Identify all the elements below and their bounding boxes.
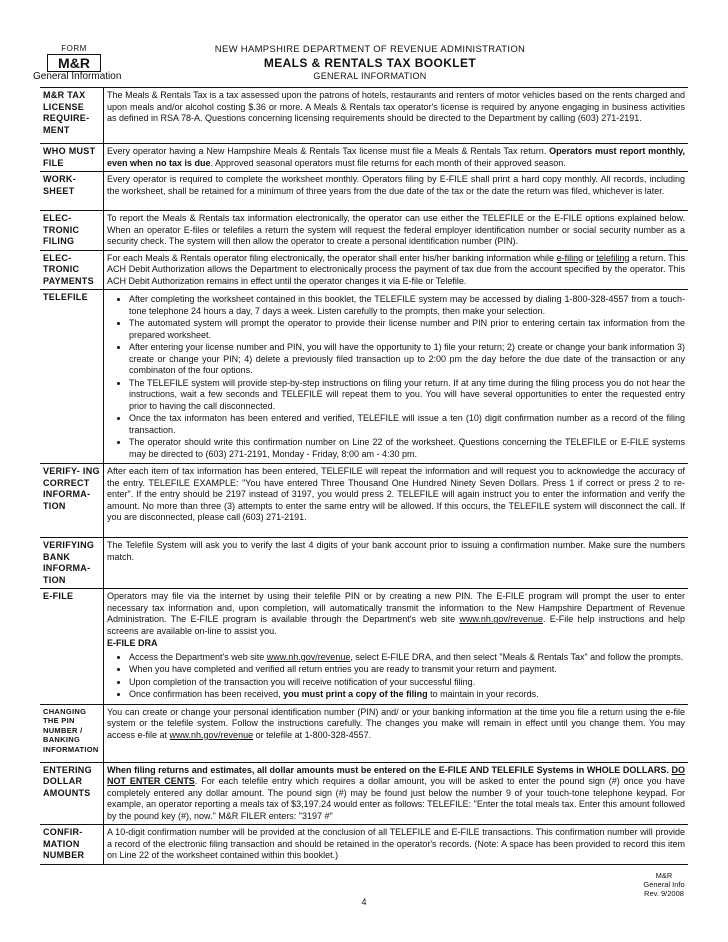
bold-text: When filing returns and estimates, all dollar amounts must be entered on the E-FILE AND TELEFILE Systems in WHOLE DOLLARS. — [107, 764, 669, 775]
efile-dra-heading: E-FILE DRA — [107, 638, 158, 648]
website-link[interactable]: www.nh.gov/revenue — [459, 614, 543, 624]
section-label: M&R TAX LICENSE REQUIRE- MENT — [40, 88, 104, 144]
section-text — [104, 704, 689, 762]
section-electronic-filing — [40, 211, 688, 251]
page-header — [190, 44, 550, 81]
section-text: To report the Meals & Rentals tax information electronically, the operator can use either the TELEFILE or the E-FILE options explained below. When an operator E-files or telefiles a return the system will request the federal employer identification number or social security number as a security check. The system will then allow the operator to create a personal identification number (PIN). — [104, 211, 689, 251]
section-label: ENTERING DOLLAR AMOUNTS — [40, 762, 104, 825]
efiling-term: e-filing — [556, 252, 584, 263]
section-who-must-file — [40, 144, 688, 172]
bold-underlined-text: DO NOT ENTER CENTS — [107, 764, 685, 786]
section-license — [40, 88, 688, 144]
efile-bullets — [107, 652, 685, 701]
text-part: Access the Department's web site — [129, 651, 267, 662]
text-part: Every operator having a New Hampshire Meals & Rentals Tax license must file a Meals & Rentals Tax return. — [107, 146, 550, 156]
text-part: You can create or change your personal identification number (PIN) and/ or your banking information at the time you file a return using the e-file system or the telefile system. Follow the instructions carefully. The changes you make will remain in effect until you change them. You may access e-file at — [107, 706, 685, 740]
text-part: or telefile at 1-800-328-4557. — [253, 729, 372, 740]
form-label: FORM — [61, 44, 87, 53]
booklet-title: MEALS & RENTALS TAX BOOKLET — [263, 56, 477, 70]
footer-revision: Rev. 9/2008 — [644, 889, 684, 898]
section-label: WORK- SHEET — [40, 172, 104, 211]
section-text — [104, 762, 689, 825]
bold-text: you must print a copy of the filing — [283, 689, 428, 699]
section-label: TELEFILE — [40, 290, 104, 464]
text-part: . For each telefile entry which requires a dollar amount, you will be asked to enter the pound sign (#) once you have completely entered any dollar amount. The pound sign (#) may be found just below the number 9 of your touch-tone telephone keypad. For example, an operator reporting a meals tax of $3,197.24 would enter as follows: TELEFILE: "Enter the total meals tax. Enter this amount followed by the pound key (#), now." M&R FILER enters: "3197 #" — [107, 776, 685, 821]
list-item — [129, 689, 685, 701]
list-item: • When you have completed and verified all return entries you are ready to transmit your return and payment. — [129, 664, 685, 676]
list-item: • Once the tax informaton has been entered and verified, TELEFILE will issue a ten (10) digit confirmation number as a record of the filing transaction. — [129, 413, 685, 436]
section-dollar-amounts — [40, 762, 688, 825]
section-efile — [40, 589, 688, 705]
text-part: For each Meals & Rentals operator filing electronically, the operator shall enter his/her banking information while — [107, 252, 557, 263]
section-confirmation — [40, 825, 688, 865]
footer-section: General Info — [643, 880, 685, 889]
section-worksheet — [40, 172, 688, 211]
section-electronic-payments — [40, 250, 688, 290]
list-item: • After completing the worksheet contained in this booklet, the TELEFILE system may be accessed by dialing 1-800-328-4557 from a touch-tone telephone 24 hours a day, 7 days a week. Listen carefully to the prompts, then make your selection. — [129, 294, 685, 317]
section-text: After each item of tax information has been entered, TELEFILE will repeat the information and will request you to acknowledge the accuracy of the entry. TELEFILE EXAMPLE: "You have entered Three Thousand One Hundred Ninety Seven Dollars. Press 1 if correct or press 2 to re-enter". If the entry should be 2197 instead of 3197, you would press 2. TELEFILE will again instruct you to enter the information and verify the amount. No more than three (3) attempts to enter the same entry will be allowed. If this occurs, the TELEFILE system will disconnect the call. If you are disconnected, please call (603) 271-2191. — [104, 464, 689, 538]
list-item: • The operator should write this confirmation number on Line 22 of the worksheet. Questions concerning the TELEFILE or E-FILE systems may be directed to (603) 271-2191, Monday - Friday, 8:00 am - 4:30 pm. — [129, 437, 685, 460]
section-telefile — [40, 290, 688, 464]
section-text — [104, 290, 689, 464]
section-text — [104, 144, 689, 172]
section-text: The Meals & Rentals Tax is a tax assessed upon the patrons of hotels, restaurants and renters of motor vehicles based on the rents charged and upon meals and/or alcohol costing $.36 or more. A Meals & Rentals tax operator's license is required by anyone engaging in business activities as defined in RSA 78-A. Questions concerning licensing requirements should be directed to the Department by calling (603) 271-2191. — [104, 88, 689, 144]
section-text — [104, 589, 689, 705]
list-item: • Upon completion of the transaction you will receive notification of your successful filing. — [129, 677, 685, 689]
text-part: . E-File help instructions and help screens are available on-line to assist you. — [107, 614, 685, 636]
section-label: VERIFYING BANK INFORMA- TION — [40, 538, 104, 589]
bold-text: Operators must report monthly, even when no tax is due — [107, 146, 685, 168]
section-verifying-correct — [40, 464, 688, 538]
department-name: NEW HAMPSHIRE DEPARTMENT OF REVENUE ADMINISTRATION — [214, 44, 526, 55]
text-part: a return. This ACH Debit Authorization allows the Department to electronically process the payment of tax due from the account specified by the operator. This ACH Debit Authorization remains in effect until the operator changes it via E-file or Telefile. — [107, 252, 686, 286]
section-label: ELEC- TRONIC PAYMENTS — [40, 250, 104, 290]
website-link[interactable]: www.nh.gov/revenue — [266, 651, 351, 662]
text-part: to maintain in your records. — [427, 689, 539, 699]
section-verifying-bank — [40, 538, 688, 589]
section-text — [104, 250, 689, 290]
list-item: • After entering your license number and PIN, you will have the opportunity to 1) file your return; 2) create or change your bank information 3) create or change your PIN; 4) delete a previously filed transaction up to 2:00 pm the day before the due date of the transaction or any combinaton of the four options. — [129, 342, 685, 377]
general-info-label: General Information — [33, 71, 122, 82]
text-part: , select E-FILE DRA, and then select "Meals & Rentals Tax" and follow the prompts. — [350, 651, 684, 662]
text-part: Operators may file via the internet by using their telefile PIN or by creating a new PIN. The E-FILE program will prompt the user to enter necessary tax information and, upon completion, will automatically transmit the information to the New Hampshire Department of Revenue Administration. The E-FILE program is available through the Department's web site — [107, 591, 685, 624]
list-item — [129, 652, 685, 664]
text-part: or — [583, 252, 597, 263]
section-label: WHO MUST FILE — [40, 144, 104, 172]
section-label: VERIFY- ING CORRECT INFORMA- TION — [40, 464, 104, 538]
section-text: A 10-digit confirmation number will be provided at the conclusion of all TELEFILE and E-FILE transactions. This confirmation number will provide a record of the electronic filing transaction and should be retained in the operator's records. (Note: A space has been provided to record this item on Line 22 of the worksheet contained within this booklet.) — [104, 825, 689, 865]
form-box — [34, 44, 114, 72]
telefile-bullets — [107, 294, 685, 460]
section-label: CONFIR- MATION NUMBER — [40, 825, 104, 865]
section-label: CHANGING THE PIN NUMBER / BANKING INFORMATION — [40, 704, 104, 762]
info-table — [40, 87, 688, 865]
section-label: ELEC- TRONIC FILING — [40, 211, 104, 251]
text-part: Once confirmation has been received, — [129, 689, 284, 699]
website-link[interactable]: www.nh.gov/revenue — [169, 729, 254, 740]
footer-form-info — [634, 871, 694, 898]
page-number: 4 — [361, 897, 367, 907]
list-item: • The TELEFILE system will provide step-by-step instructions on filing your return. If at any time during the filing process you do not hear the instructions, wait a few seconds and TELEFILE will repeat them to you. You will have several opportunities to enter the requested entry prior to having the call disconnected. — [129, 378, 685, 413]
section-changing-pin — [40, 704, 688, 762]
section-text: The Telefile System will ask you to verify the last 4 digits of your bank account prior to issuing a confirmation number. Make sure the numbers match. — [104, 538, 689, 589]
list-item: • The automated system will prompt the operator to provide their license number and PIN prior to entering certain tax information from the prepared worksheet. — [129, 318, 685, 341]
footer-form-code: M&R — [655, 871, 673, 880]
form-code: M&R — [47, 54, 101, 72]
section-text: Every operator is required to complete the worksheet monthly. Operators filing by E-FILE shall print a hard copy monthly. All records, including the worksheet, shall be retained for a minimum of three years from the due date of the tax or the date the return was filed, whichever is later. — [104, 172, 689, 211]
section-label: E-FILE — [40, 589, 104, 705]
booklet-subtitle: GENERAL INFORMATION — [313, 71, 427, 81]
telefiling-term: telefiling — [596, 252, 630, 263]
text-part: . Approved seasonal operators must file returns for each month of their approved season. — [210, 157, 566, 168]
